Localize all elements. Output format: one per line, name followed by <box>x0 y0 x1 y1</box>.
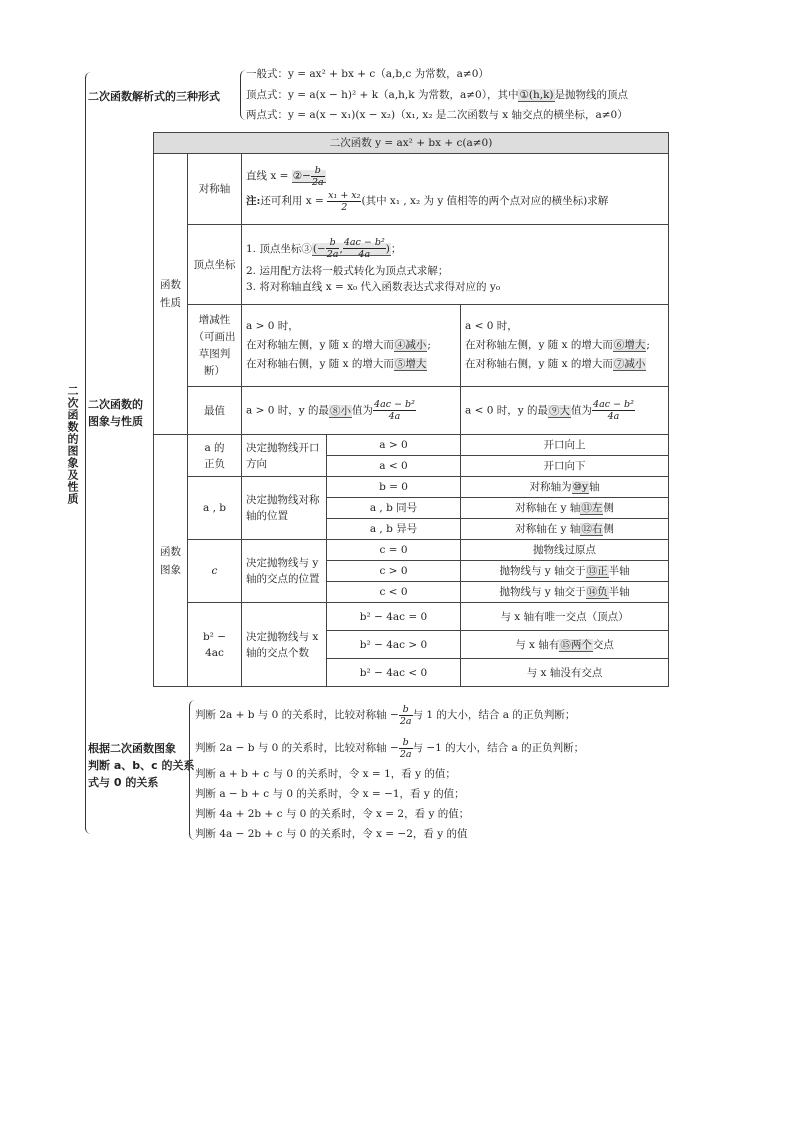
extreme-right-b: 值为 <box>571 404 593 417</box>
cond-b-zero: b = 0 <box>327 477 461 498</box>
coef-disc: b² − 4ac <box>188 603 242 687</box>
axis-line <box>246 164 664 188</box>
monotonic-right-l3-text: 在对称轴右侧，y 随 x 的增大而 <box>465 358 613 370</box>
answer-7: ⑦减小 <box>613 358 646 370</box>
result-ab-same-b: 侧 <box>603 502 614 514</box>
axis-note-a: 还可利用 x = <box>260 195 324 207</box>
vertex-num2: 4ac − b² <box>343 237 385 248</box>
section2-label-l2: 图象与性质 <box>88 415 143 428</box>
answer-13: ⑬正 <box>586 565 608 577</box>
cond-a-pos: a > 0 <box>327 435 461 456</box>
answer-12: ⑫右 <box>581 523 603 535</box>
result-ab-same-a: 对称轴在 y 轴 <box>515 502 581 514</box>
answer-9: ⑨大 <box>549 404 571 417</box>
rule-x-1: 判断 a + b + c 与 0 的关系时，令 x = 1，看 y 的值； <box>195 768 456 780</box>
section1-label: 二次函数解析式的三种形式 <box>88 90 220 103</box>
monotonic-label <box>188 305 242 387</box>
result-disc-pos <box>461 631 669 659</box>
axis-note-bold: 注: <box>246 195 261 207</box>
monotonic-right-l3 <box>465 355 664 374</box>
extreme-right-frac <box>592 399 635 422</box>
answer-11: ⑪左 <box>581 502 603 514</box>
axis-answer: ②− $\frac{b}{2a}$ <box>292 164 324 188</box>
section3-label-l1: 根据二次函数图象 <box>88 742 176 755</box>
vertex-answer: (− $\frac{b}{2a}$ , $\frac{\text{4ac − b²}}{4a}$ ) <box>312 237 390 260</box>
cond-c-zero: c = 0 <box>327 540 461 561</box>
form-general: 一般式：y = ax² + bx + c（a,b,c 为常数，a≠0） <box>246 68 489 80</box>
monotonic-right <box>461 305 669 387</box>
rule-x-neg1: 判断 a − b + c 与 0 的关系时，令 x = −1，看 y 的值； <box>195 788 465 800</box>
result-disc-neg: 与 x 轴没有交点 <box>461 659 669 687</box>
rule2-den: 2a <box>399 748 412 760</box>
cond-disc-pos: b² − 4ac > 0 <box>327 631 461 659</box>
result-c-pos <box>461 561 669 582</box>
vertex-frac2 <box>343 237 386 260</box>
axis-mark: ② <box>292 170 303 182</box>
vertex-den1: 2a <box>326 249 339 260</box>
answer-4: ④减小 <box>394 339 427 351</box>
rule-2a-plus-b <box>195 702 575 728</box>
result-a-pos: 开口向上 <box>461 435 669 456</box>
rule-x-2: 判断 4a + 2b + c 与 0 的关系时，令 x = 2，看 y 的值； <box>195 808 470 820</box>
answer-14: ⑭负 <box>586 586 608 598</box>
axis-note-frac <box>327 190 361 213</box>
vertex-answer-mark: ①(h,k) <box>519 89 554 101</box>
cond-ab-same: a , b 同号 <box>327 498 461 519</box>
vertex-frac1 <box>326 237 340 260</box>
rule-2a-minus-b <box>195 735 584 761</box>
form-two-point: 两点式：y = a(x − x₁)(x − x₂)（x₁, x₂ 是二次函数与 x 轴交点的横坐标，a≠0） <box>246 109 628 121</box>
vertex-content <box>242 225 669 305</box>
result-b-zero-b: 轴 <box>588 481 600 493</box>
cond-c-pos: c > 0 <box>327 561 461 582</box>
monotonic-right-l2-text: 在对称轴左侧，y 随 x 的增大而 <box>465 339 613 351</box>
left-title: 二次函数的图象及性质 <box>66 385 79 505</box>
answer-8: ⑧小 <box>330 404 352 417</box>
table-header: 二次函数 y = ax² + bx + c(a≠0) <box>154 133 669 154</box>
axis-frac-num: b <box>311 165 325 177</box>
result-b-zero-a: 对称轴为 <box>529 481 572 493</box>
rule1-den: 2a <box>399 715 412 727</box>
vertex-num1: b <box>326 237 340 249</box>
rule1-b: 与 1 的大小，结合 a 的正负判断； <box>412 709 576 721</box>
monotonic-left-l1: a > 0 时， <box>246 320 299 332</box>
answer-15: ⑮两个 <box>560 638 592 651</box>
axis-note <box>246 188 664 214</box>
monotonic-right-l2: 在对称轴左侧，y 随 x 的增大而⑥增大; <box>465 339 650 351</box>
answer-10: ⑩y <box>572 481 588 493</box>
monotonic-left-l2: 在对称轴左侧，y 随 x 的增大而④减小; <box>246 339 431 351</box>
vertex-den2: 4a <box>358 249 371 260</box>
result-c-neg-a: 抛物线与 y 轴交于 <box>499 586 586 598</box>
extreme-right <box>461 387 669 435</box>
axis-content <box>242 154 669 225</box>
rule2-a: 判断 2a − b 与 0 的关系时，比较对称轴 − <box>195 742 399 754</box>
rule1-num: b <box>399 704 413 716</box>
section3-label-l2: 判断 a、b、c 的关系 <box>88 759 195 772</box>
cond-disc-neg: b² − 4ac < 0 <box>327 659 461 687</box>
form-vertex <box>246 87 628 103</box>
result-c-zero: 抛物线过原点 <box>461 540 669 561</box>
desc-ab: 决定抛物线对称轴的位置 <box>242 477 327 540</box>
result-c-pos-a: 抛物线与 y 轴交于 <box>499 565 586 577</box>
section3-label <box>88 740 194 791</box>
section2-label <box>88 396 143 430</box>
cond-a-neg: a < 0 <box>327 456 461 477</box>
result-disc-pos-b: 交点 <box>592 638 614 651</box>
result-a-neg: 开口向下 <box>461 456 669 477</box>
axis-note-b: (其中 x₁ , x₂ 为 y 值相等的两个点对应的横坐标)求解 <box>361 195 609 207</box>
extreme-label: 最值 <box>188 387 242 435</box>
monotonic-left-l3 <box>246 355 456 374</box>
monotonic-label-text: 增减性（可画出草图判断） <box>193 313 236 377</box>
coef-a <box>188 435 242 477</box>
axis-note-den: 2 <box>341 201 348 213</box>
axis-note-num: x₁ + x₂ <box>328 189 361 201</box>
extreme-left-a: a > 0 时，y 的最 <box>246 404 330 417</box>
result-b-zero <box>461 477 669 498</box>
section3-label-l3: 式与 0 的关系 <box>88 776 159 789</box>
rule2-num: b <box>399 737 413 749</box>
coef-ab: a , b <box>188 477 242 540</box>
rule1-a: 判断 2a + b 与 0 的关系时，比较对称轴 − <box>195 709 399 721</box>
rule2-b: 与 −1 的大小，结合 a 的正负判断； <box>412 742 585 754</box>
extreme-right-num: 4ac − b² <box>593 399 634 410</box>
extreme-right-den: 4a <box>607 411 620 422</box>
result-ab-diff-a: 对称轴在 y 轴 <box>515 523 581 535</box>
vertex-item2: 2. 运用配方法将一般式转化为顶点式求解； <box>246 264 449 277</box>
vertex-item1-prefix: 1. 顶点坐标③ <box>246 242 312 255</box>
answer-5: ⑤增大 <box>394 358 427 370</box>
rule-x-neg2: 判断 4a − 2b + c 与 0 的关系时，令 x = −2，看 y 的值 <box>195 828 468 840</box>
result-c-pos-b: 半轴 <box>608 565 630 577</box>
result-c-neg-b: 半轴 <box>608 586 630 598</box>
quadratic-table <box>153 132 669 687</box>
vertex-item3: 3. 将对称轴直线 x = x₀ 代入函数表达式求得对应的 y₀ <box>246 280 501 293</box>
extreme-right-a: a < 0 时，y 的最 <box>465 404 549 417</box>
group-properties-label: 函数性质 <box>160 279 181 309</box>
desc-c: 决定抛物线与 y 轴的交点的位置 <box>242 540 327 603</box>
coef-c: c <box>188 540 242 603</box>
outer-brace <box>85 72 92 834</box>
extreme-left <box>242 387 461 435</box>
rule1-frac <box>399 704 413 727</box>
result-ab-diff-b: 侧 <box>603 523 614 535</box>
desc-a: 决定抛物线开口方向 <box>242 435 327 477</box>
desc-disc: 决定抛物线与 x 轴的交点个数 <box>242 603 327 687</box>
extreme-left-den: 4a <box>388 411 401 422</box>
extreme-left-b: 值为 <box>352 404 374 417</box>
section2-label-l1: 二次函数的 <box>88 398 143 411</box>
coef-a-text: a 的正负 <box>204 441 225 470</box>
vertex-item1: 1. 顶点坐标③(− $\frac{b}{2a}$ , $\frac{\text{4ac − b²}}{4a}$ )； <box>246 237 402 260</box>
axis-frac <box>311 165 325 188</box>
monotonic-left-l2-text: 在对称轴左侧，y 随 x 的增大而 <box>246 339 394 351</box>
axis-prefix: 直线 x = <box>246 170 289 182</box>
cond-disc-zero: b² − 4ac = 0 <box>327 603 461 631</box>
group-graph-label: 函数图象 <box>160 545 181 576</box>
axis-frac-den: 2a <box>311 176 324 188</box>
result-ab-diff <box>461 519 669 540</box>
answer-6: ⑥增大 <box>613 339 646 351</box>
axis-label: 对称轴 <box>188 154 242 225</box>
result-ab-same <box>461 498 669 519</box>
cond-ab-diff: a , b 异号 <box>327 519 461 540</box>
form-vertex-tail: 是抛物线的顶点 <box>554 89 629 101</box>
group-properties <box>154 154 188 435</box>
monotonic-left <box>242 305 461 387</box>
extreme-left-frac <box>373 399 416 422</box>
monotonic-left-l3-text: 在对称轴右侧，y 随 x 的增大而 <box>246 358 394 370</box>
result-disc-zero: 与 x 轴有唯一交点（顶点） <box>461 603 669 631</box>
rule2-frac <box>399 737 413 760</box>
extreme-left-num: 4ac − b² <box>374 399 415 410</box>
vertex-label: 顶点坐标 <box>188 225 242 305</box>
monotonic-right-l1: a < 0 时， <box>465 320 518 332</box>
cond-c-neg: c < 0 <box>327 582 461 603</box>
form-vertex-text: 顶点式：y = a(x − h)² + k（a,h,k 为常数，a≠0），其中 <box>246 89 519 101</box>
result-disc-pos-a: 与 x 轴有 <box>515 638 560 651</box>
result-c-neg <box>461 582 669 603</box>
group-graph <box>154 435 188 687</box>
